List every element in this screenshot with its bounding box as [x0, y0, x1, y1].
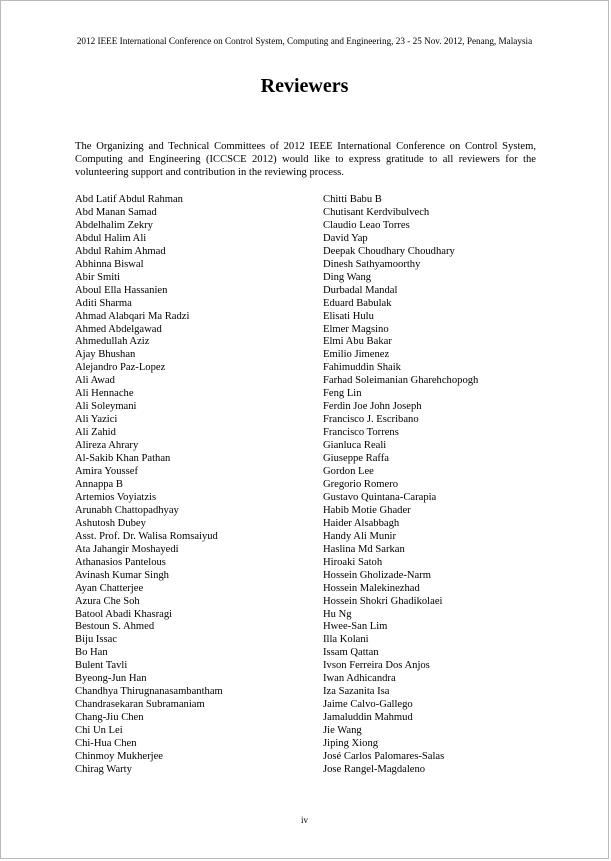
- reviewer-name: Jiping Xiong: [323, 738, 379, 750]
- reviewer-name: Ahmedullah Aziz: [75, 336, 150, 348]
- reviewer-name: Ahmad Alabqari Ma Radzi: [75, 310, 190, 322]
- reviewer-name: Hossein Gholizade-Narm: [323, 569, 431, 581]
- reviewer-name: Abir Smiti: [75, 271, 121, 283]
- reviewer-name: Ali Hennache: [75, 388, 134, 400]
- reviewer-name: Ferdin Joe John Joseph: [323, 401, 422, 413]
- reviewer-name: Gianluca Reali: [323, 440, 387, 452]
- page-number: iv: [300, 815, 308, 825]
- reviewer-name: David Yap: [323, 232, 368, 244]
- reviewer-name: Chi Un Lei: [75, 725, 123, 737]
- reviewer-name: Abd Latif Abdul Rahman: [75, 194, 183, 205]
- reviewer-name: Gustavo Quintana-Carapia: [323, 491, 437, 503]
- reviewer-list-left: [75, 194, 223, 777]
- reviewer-name: Abdul Halim Ali: [75, 232, 147, 244]
- reviewer-name: Ding Wang: [323, 271, 372, 283]
- reviewer-name: Haslina Md Sarkan: [323, 543, 405, 555]
- reviewer-name: Claudio Leao Torres: [323, 219, 410, 231]
- reviewer-name: Biju Issac: [75, 634, 118, 646]
- reviewer-name: Dinesh Sathyamoorthy: [323, 258, 421, 270]
- reviewer-name: Ata Jahangir Moshayedi: [75, 543, 179, 555]
- reviewer-name: Ali Awad: [75, 375, 115, 387]
- reviewer-name: Habib Motie Ghader: [323, 504, 411, 516]
- reviewer-name: Jie Wang: [323, 725, 362, 737]
- reviewer-name: Byeong-Jun Han: [75, 673, 147, 685]
- reviewer-name: Elmer Magsino: [323, 323, 389, 335]
- intro-paragraph: The Organizing and Technical Committees of 2012 IEEE International Conference on Control System, Computing and Engineering (ICCSCE 2012) would like to express gratitude to all reviewers for the volunteering support and contribution in the reviewing process.: [75, 141, 536, 178]
- reviewer-name: Iza Sazanita Isa: [323, 686, 390, 698]
- reviewer-name: Avinash Kumar Singh: [75, 569, 169, 581]
- reviewer-name: Bestoun S. Ahmed: [75, 621, 155, 633]
- reviewer-name: Chinmoy Mukherjee: [75, 750, 163, 762]
- reviewer-name: Alejandro Paz-Lopez: [75, 362, 166, 374]
- reviewer-name: Aditi Sharma: [75, 297, 132, 309]
- reviewer-name: Jamaluddin Mahmud: [323, 712, 413, 724]
- reviewer-name: Issam Qattan: [323, 647, 379, 659]
- reviewer-name: Hossein Shokri Ghadikolaei: [323, 595, 443, 607]
- page-title: Reviewers: [260, 75, 349, 97]
- reviewer-name: Asst. Prof. Dr. Walisa Romsaiyud: [75, 530, 218, 542]
- reviewer-name: Chang-Jiu Chen: [75, 712, 144, 724]
- reviewer-name: Durbadal Mandal: [323, 284, 398, 296]
- reviewer-name: Batool Abadi Khasragi: [75, 608, 173, 620]
- reviewer-name: Chi-Hua Chen: [75, 738, 137, 750]
- reviewer-name: Iwan Adhicandra: [323, 673, 396, 685]
- reviewer-name: José Carlos Palomares-Salas: [323, 750, 445, 762]
- reviewer-name: Abhinna Biswal: [75, 258, 144, 270]
- reviewer-name: Chandrasekaran Subramaniam: [75, 699, 205, 711]
- reviewer-name: Chitti Babu B: [323, 194, 382, 205]
- reviewer-name: Athanasios Pantelous: [75, 556, 166, 568]
- reviewer-name: Giuseppe Raffa: [323, 453, 389, 465]
- reviewer-name: Francisco Torrens: [323, 427, 399, 439]
- reviewer-name: Amira Youssef: [75, 466, 138, 478]
- reviewer-name: Ayan Chatterjee: [75, 582, 144, 594]
- reviewer-name: Aboul Ella Hassanien: [75, 284, 168, 296]
- reviewer-name: Annappa B: [75, 478, 123, 490]
- reviewer-name: Ajay Bhushan: [75, 349, 136, 361]
- reviewer-name: Abd Manan Samad: [75, 206, 157, 218]
- reviewer-name: Illa Kolani: [323, 634, 369, 646]
- reviewer-name: Alireza Ahrary: [75, 440, 139, 452]
- reviewer-name: Abdelhalim Zekry: [75, 219, 153, 231]
- reviewer-name: Jose Rangel-Magdaleno: [323, 763, 426, 775]
- reviewer-name: Hiroaki Satoh: [323, 556, 383, 568]
- reviewer-name: Farhad Soleimanian Gharehchopogh: [323, 375, 479, 387]
- reviewer-name: Chutisant Kerdvibulvech: [323, 206, 430, 218]
- reviewer-name: Artemios Voyiatzis: [75, 491, 157, 503]
- reviewer-name: Ali Soleymani: [75, 401, 137, 413]
- reviewer-name: Elmi Abu Bakar: [323, 336, 392, 348]
- reviewer-name: Abdul Rahim Ahmad: [75, 245, 166, 257]
- reviewer-name: Handy Ali Munir: [323, 530, 396, 542]
- reviewer-list-right: [323, 194, 478, 777]
- reviewer-name: Bulent Tavli: [75, 660, 128, 672]
- reviewer-name: Hossein Malekinezhad: [323, 582, 420, 594]
- reviewer-name: Fahimuddin Shaik: [323, 362, 401, 374]
- reviewer-name: Ali Zahid: [75, 427, 116, 439]
- reviewer-name: Bo Han: [75, 647, 108, 659]
- reviewer-name: Al-Sakib Khan Pathan: [75, 453, 171, 465]
- reviewer-name: Ahmed Abdelgawad: [75, 323, 162, 335]
- reviewer-name: Francisco J. Escribano: [323, 414, 419, 426]
- reviewer-name: Ivson Ferreira Dos Anjos: [323, 660, 430, 672]
- reviewer-name: Ali Yazici: [75, 414, 118, 426]
- reviewer-name: Haider Alsabbagh: [323, 517, 400, 529]
- reviewer-name: Arunabh Chattopadhyay: [75, 504, 179, 516]
- reviewer-name: Gregorio Romero: [323, 478, 399, 490]
- reviewer-name: Ashutosh Dubey: [75, 517, 146, 529]
- reviewer-name: Eduard Babulak: [323, 297, 392, 309]
- reviewer-name: Chirag Warty: [75, 763, 132, 775]
- reviewer-name: Feng Lin: [323, 388, 362, 400]
- reviewer-name: Chandhya Thirugnanasambantham: [75, 686, 223, 698]
- reviewer-name: Hwee-San Lim: [323, 621, 388, 633]
- reviewer-name: Jaime Calvo-Gallego: [323, 699, 413, 711]
- reviewer-name: Elisati Hulu: [323, 310, 374, 322]
- running-header: 2012 IEEE International Conference on Control System, Computing and Engineering, 23 - 25 Nov. 2012, Penang, Malaysia: [76, 36, 533, 46]
- reviewer-name: Emilio Jimenez: [323, 349, 390, 361]
- reviewer-name: Hu Ng: [323, 608, 352, 620]
- reviewer-name: Gordon Lee: [323, 466, 374, 478]
- reviewer-name: Azura Che Soh: [75, 595, 140, 607]
- reviewer-name: Deepak Choudhary Choudhary: [323, 245, 455, 257]
